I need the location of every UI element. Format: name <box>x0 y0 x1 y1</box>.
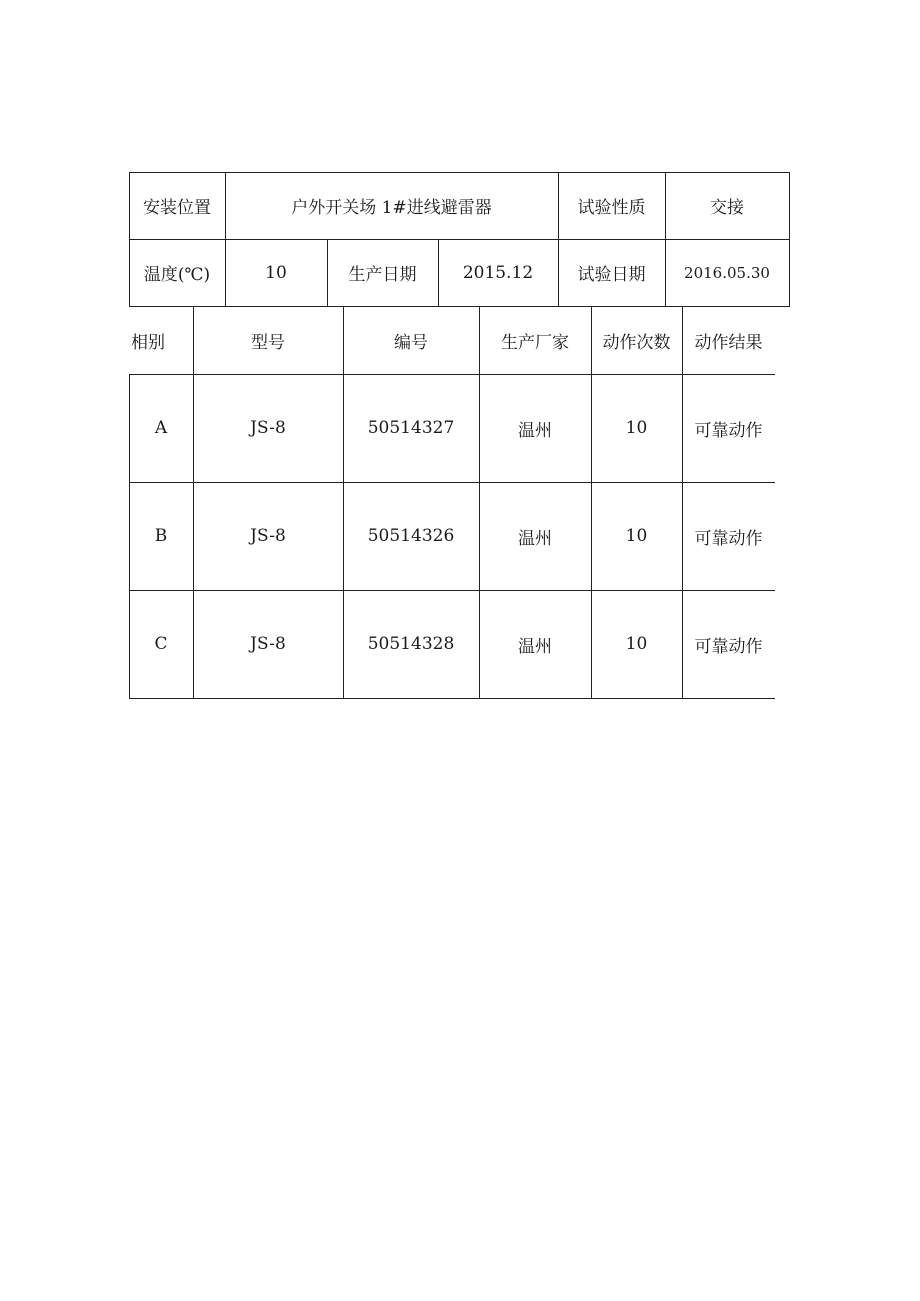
row-b-phase: B <box>154 526 168 546</box>
row-b-action-count: 10 <box>625 526 648 546</box>
temperature-label: 温度(℃) <box>143 265 211 285</box>
row-a-model: JS-8 <box>250 418 286 438</box>
table-header-manufacturer: 生产厂家 <box>501 332 569 353</box>
install-location-value: 户外开关场 1#进线避雷器 <box>291 198 492 218</box>
row-c-model: JS-8 <box>250 634 286 654</box>
table-bottom-border <box>129 698 775 699</box>
production-date-value: 2015.12 <box>462 262 534 283</box>
table-header-model: 型号 <box>251 332 285 353</box>
table-header-phase: 相别 <box>131 332 165 353</box>
table-header-serial: 编号 <box>394 332 428 353</box>
row-c-action-result: 可靠动作 <box>694 636 763 657</box>
row-c-phase: C <box>154 634 168 654</box>
table-header-action-result: 动作结果 <box>694 332 763 353</box>
row-a-action-count: 10 <box>625 418 648 438</box>
test-nature-value: 交接 <box>710 198 744 218</box>
install-location-label: 安装位置 <box>143 198 211 218</box>
row-c-serial: 50514328 <box>367 634 455 654</box>
temperature-value: 10 <box>265 262 287 283</box>
row-b-serial: 50514326 <box>367 526 455 546</box>
row-c-manufacturer: 温州 <box>518 636 552 657</box>
info-right-border <box>789 172 790 306</box>
test-nature-label: 试验性质 <box>577 198 646 218</box>
row-b-action-result: 可靠动作 <box>694 528 763 549</box>
table-header-action-count: 动作次数 <box>602 332 671 353</box>
row-a-manufacturer: 温州 <box>518 420 552 441</box>
row-a-phase: A <box>154 418 168 438</box>
test-date-label: 试验日期 <box>577 265 646 285</box>
test-date-value: 2016.05.30 <box>684 263 770 282</box>
row-b-model: JS-8 <box>250 526 286 546</box>
production-date-label: 生产日期 <box>348 265 417 285</box>
row-a-serial: 50514327 <box>367 418 455 438</box>
row-c-action-count: 10 <box>625 634 648 654</box>
row-b-manufacturer: 温州 <box>518 528 552 549</box>
row-a-action-result: 可靠动作 <box>694 420 763 441</box>
